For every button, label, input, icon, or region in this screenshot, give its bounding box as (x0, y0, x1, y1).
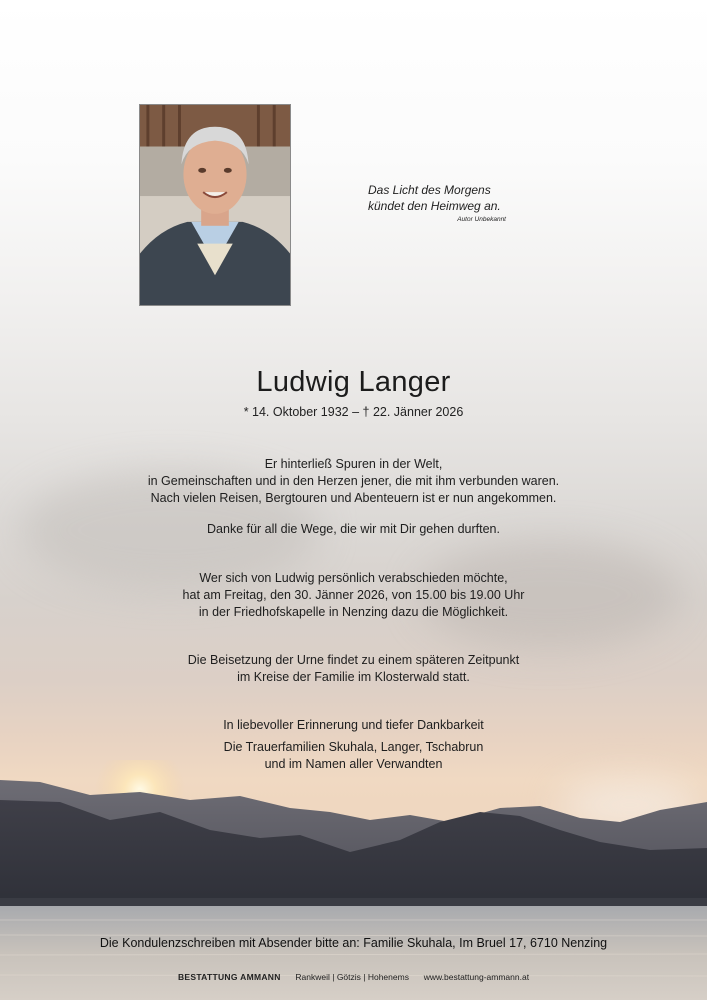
company-website[interactable]: www.bestattung-ammann.at (423, 972, 530, 982)
burial-info (0, 652, 707, 686)
quote-author: Autor Unbekannt (457, 216, 506, 223)
condolence-address: Die Kondulenzschreiben mit Absender bitte an: Familie Skuhala, Im Bruel 17, 6710 Nenzing (99, 936, 608, 950)
funeral-home-footer (0, 972, 707, 982)
text-line: Er hinterließ Spuren in der Welt, (264, 457, 443, 471)
farewell-info (0, 570, 707, 621)
deceased-name: Ludwig Langer (256, 366, 451, 398)
quote-line: kündet den Heimweg an. (368, 199, 501, 213)
company-locations: Rankweil | Götzis | Hohenems (295, 972, 409, 982)
text-line: in der Friedhofskapelle in Nenzing dazu die Möglichkeit. (198, 605, 509, 619)
text-line: und im Namen aller Verwandten (264, 757, 443, 771)
text-line: im Kreise der Familie im Klosterwald statt. (237, 670, 470, 684)
memory-text (0, 717, 707, 734)
mourners-text (0, 739, 707, 773)
tribute-text (0, 456, 707, 507)
text-line: Nach vielen Reisen, Bergtouren und Abenteuern ist er nun angekommen. (150, 491, 557, 505)
mountain-landscape (0, 760, 707, 1000)
life-dates: * 14. Oktober 1932 – † 22. Jänner 2026 (243, 405, 464, 419)
memorial-quote (368, 182, 538, 225)
company-name: BESTATTUNG (177, 972, 238, 982)
text-line: Die Trauerfamilien Skuhala, Langer, Tschabrun (223, 740, 484, 754)
text-line: Wer sich von Ludwig persönlich verabschieden möchte, (199, 571, 508, 585)
quote-line: Das Licht des Morgens (368, 183, 491, 197)
thanks-text (0, 521, 707, 538)
text-line: in Gemeinschaften und in den Herzen jener, die mit ihm verbunden waren. (147, 474, 560, 488)
text-line: In liebevoller Erinnerung und tiefer Dankbarkeit (223, 718, 484, 732)
portrait-photo (139, 104, 291, 306)
text-line: hat am Freitag, den 30. Jänner 2026, von 15.00 bis 19.00 Uhr (182, 588, 525, 602)
text-line: Die Beisetzung der Urne findet zu einem späteren Zeitpunkt (187, 653, 520, 667)
text-line: Danke für all die Wege, die wir mit Dir gehen durften. (207, 522, 500, 536)
company-name: AMMANN (240, 972, 281, 982)
